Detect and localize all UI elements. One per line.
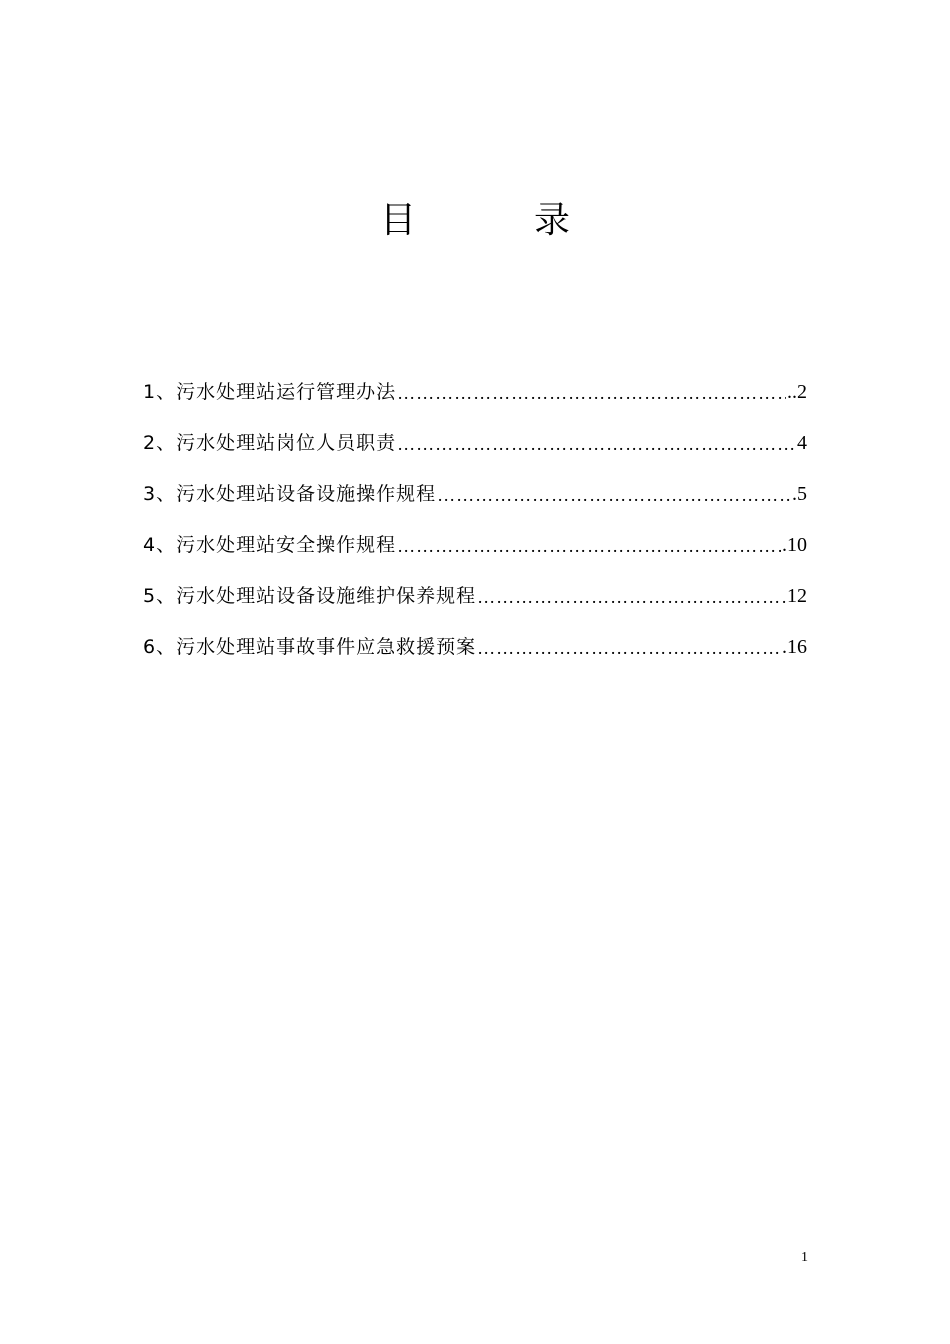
toc-entry-label: 1、污水处理站运行管理办法 [143, 380, 397, 403]
toc-entry[interactable] [143, 468, 807, 519]
toc-title-char-2: 录 [534, 200, 571, 241]
toc-title-char-1: 目 [380, 200, 417, 241]
toc-entry-label: 5、污水处理站设备设施维护保养规程 [143, 584, 477, 607]
page-number: 1 [801, 1250, 808, 1265]
toc-entry-page: .16 [782, 635, 807, 658]
toc-title [0, 196, 950, 246]
toc-entry[interactable] [143, 417, 807, 468]
toc-entry-page: ..2 [787, 380, 807, 403]
toc-entry-label: 6、污水处理站事故事件应急救援预案 [143, 635, 477, 658]
toc-entry[interactable] [143, 519, 807, 570]
toc-leader-dots [397, 373, 786, 413]
toc-entry-page: .10 [782, 533, 807, 556]
toc-leader-dots [477, 628, 781, 668]
toc-leader-dots [397, 526, 781, 566]
toc-entry-page: 12 [787, 584, 807, 607]
toc-entry-label: 2、污水处理站岗位人员职责 [143, 431, 397, 454]
toc-entry[interactable] [143, 621, 807, 672]
toc-entry[interactable] [143, 366, 807, 417]
toc-leader-dots [477, 577, 786, 617]
toc-leader-dots [437, 475, 791, 515]
toc-entry[interactable] [143, 570, 807, 621]
toc-entry-label: 4、污水处理站安全操作规程 [143, 533, 397, 556]
toc-entry-page: .5 [792, 482, 807, 505]
table-of-contents [143, 366, 807, 672]
toc-leader-dots [397, 424, 796, 464]
toc-entry-page: 4 [797, 431, 807, 454]
toc-entry-label: 3、污水处理站设备设施操作规程 [143, 482, 437, 505]
